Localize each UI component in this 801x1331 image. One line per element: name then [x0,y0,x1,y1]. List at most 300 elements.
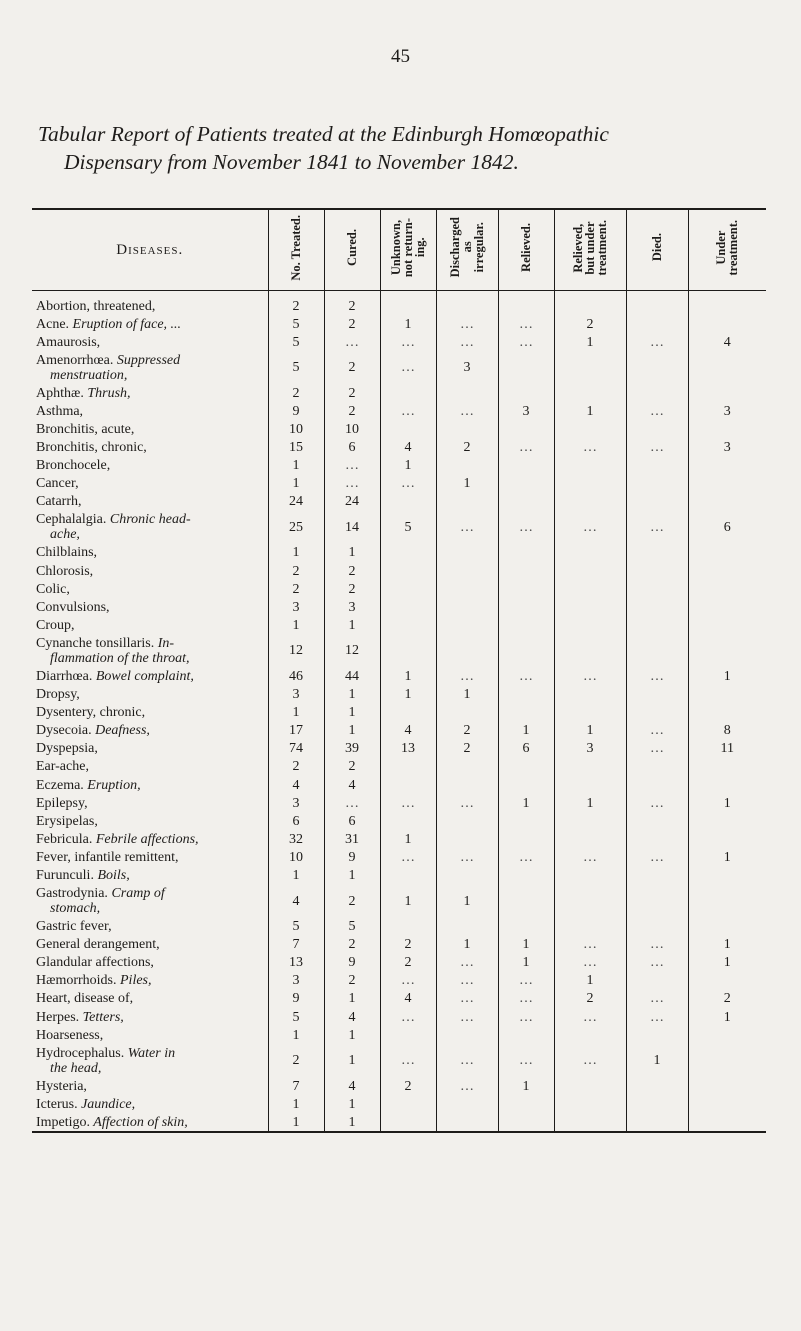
disease-common-name: Affection of skin, [90,1114,188,1130]
cell-unknown: … [380,351,436,384]
table-row [32,667,766,685]
cell-unknown [380,1095,436,1113]
disease-name [32,1044,268,1077]
cell-relieved [498,704,554,722]
cell-under-treatment [688,686,766,704]
cell-cured: 2 [324,315,380,333]
disease-name [32,511,268,544]
cell-discharged [436,918,498,936]
cell-died: … [626,740,688,758]
cell-relieved-under-treatment: 2 [554,990,626,1008]
cell-cured: 2 [324,291,380,316]
cell-relieved [498,562,554,580]
cell-cured: 1 [324,990,380,1008]
table-row [32,972,766,990]
disease-common-name: Bowel complaint, [92,668,194,684]
table-row [32,722,766,740]
cell-under-treatment [688,704,766,722]
cell-died: 1 [626,1044,688,1077]
cell-cured: 4 [324,776,380,794]
disease-name [32,1113,268,1132]
cell-under-treatment: 1 [688,848,766,866]
disease-name [32,333,268,351]
cell-discharged: 1 [436,885,498,918]
disease-label: Ear-ache, [36,759,89,775]
cell-relieved-under-treatment [554,598,626,616]
cell-unknown [380,758,436,776]
cell-died: … [626,722,688,740]
cell-cured: 24 [324,493,380,511]
cell-died [626,830,688,848]
disease-name [32,972,268,990]
cell-relieved-under-treatment: 1 [554,794,626,812]
cell-under-treatment: 1 [688,1008,766,1026]
cell-relieved [498,885,554,918]
cell-under-treatment: 1 [688,667,766,685]
cell-relieved-under-treatment [554,1095,626,1113]
cell-treated: 5 [268,1008,324,1026]
disease-name [32,936,268,954]
cell-died: … [626,936,688,954]
cell-unknown: 1 [380,830,436,848]
cell-unknown: … [380,1008,436,1026]
disease-label: Abortion, threatened, [36,298,156,314]
disease-common-name: Piles, [116,973,152,989]
cell-under-treatment: 1 [688,954,766,972]
cell-relieved-under-treatment [554,885,626,918]
table-row [32,918,766,936]
cell-discharged: 1 [436,936,498,954]
cell-under-treatment [688,812,766,830]
cell-relieved [498,457,554,475]
disease-name [32,776,268,794]
cell-cured: 2 [324,972,380,990]
cell-relieved [498,351,554,384]
cell-relieved-under-treatment [554,562,626,580]
cell-treated: 1 [268,457,324,475]
cell-relieved [498,475,554,493]
cell-relieved [498,493,554,511]
disease-label: Fever, infantile remittent, [36,849,179,865]
table-row [32,351,766,384]
cell-cured: 1 [324,722,380,740]
disease-label: Asthma, [36,403,84,419]
cell-relieved [498,544,554,562]
cell-unknown [380,598,436,616]
cell-unknown: 4 [380,990,436,1008]
cell-relieved-under-treatment [554,493,626,511]
cell-cured: 4 [324,1077,380,1095]
cell-under-treatment [688,866,766,884]
cell-died [626,866,688,884]
table-row [32,686,766,704]
disease-name [32,667,268,685]
disease-label: Icterus. [36,1096,78,1112]
cell-discharged: … [436,954,498,972]
column-header-died: Died. [626,209,688,291]
cell-discharged [436,1113,498,1132]
cell-relieved-under-treatment [554,475,626,493]
table-row [32,866,766,884]
cell-cured: 5 [324,918,380,936]
cell-unknown [380,1113,436,1132]
cell-under-treatment [688,776,766,794]
cell-discharged: … [436,990,498,1008]
cell-relieved-under-treatment [554,686,626,704]
cell-under-treatment [688,1026,766,1044]
cell-unknown [380,384,436,402]
disease-name [32,918,268,936]
cell-relieved: 1 [498,794,554,812]
cell-treated: 46 [268,667,324,685]
cell-cured: 2 [324,402,380,420]
cell-treated: 25 [268,511,324,544]
cell-cured: 1 [324,686,380,704]
disease-common-name: Tetters, [79,1009,124,1025]
disease-name [32,475,268,493]
disease-label: Chlorosis, [36,563,94,579]
cell-cured: 39 [324,740,380,758]
cell-treated: 10 [268,420,324,438]
cell-under-treatment [688,420,766,438]
disease-label: General derangement, [36,937,160,953]
disease-common-name: Thrush, [83,385,131,401]
cell-treated: 17 [268,722,324,740]
cell-died [626,776,688,794]
cell-cured: 10 [324,420,380,438]
table-body [32,291,766,1133]
disease-label: Dropsy, [36,687,80,703]
cell-treated: 24 [268,493,324,511]
cell-under-treatment [688,315,766,333]
cell-treated: 3 [268,972,324,990]
cell-discharged: 2 [436,439,498,457]
cell-relieved: … [498,333,554,351]
disease-label: Gastric fever, [36,919,112,935]
table-row [32,291,766,316]
cell-discharged [436,616,498,634]
disease-name [32,291,268,316]
cell-cured: 6 [324,439,380,457]
cell-died: … [626,794,688,812]
cell-unknown [380,616,436,634]
cell-discharged [436,634,498,667]
cell-unknown: 2 [380,936,436,954]
cell-under-treatment [688,1077,766,1095]
column-header-discharged: Discharged as irregular. [436,209,498,291]
cell-discharged [436,1026,498,1044]
table-row [32,990,766,1008]
cell-under-treatment: 4 [688,333,766,351]
cell-died [626,758,688,776]
cell-cured: … [324,794,380,812]
disease-common-name: Suppressed [113,352,181,368]
cell-discharged: … [436,794,498,812]
cell-relieved [498,866,554,884]
disease-name [32,1077,268,1095]
disease-label: Catarrh, [36,494,82,510]
disease-common-name: Eruption of face, ... [69,316,182,332]
cell-unknown: 1 [380,667,436,685]
cell-under-treatment [688,475,766,493]
table-row [32,848,766,866]
cell-relieved [498,776,554,794]
cell-treated: 3 [268,598,324,616]
cell-treated: 7 [268,936,324,954]
cell-unknown [380,776,436,794]
cell-unknown: … [380,402,436,420]
cell-relieved-under-treatment [554,1026,626,1044]
cell-treated: 1 [268,1095,324,1113]
cell-relieved [498,1113,554,1132]
cell-unknown: … [380,972,436,990]
cell-died [626,1095,688,1113]
cell-under-treatment [688,457,766,475]
cell-died [626,1077,688,1095]
cell-cured: 14 [324,511,380,544]
cell-died [626,1113,688,1132]
cell-discharged [436,830,498,848]
cell-discharged [436,562,498,580]
cell-under-treatment [688,351,766,384]
cell-relieved-under-treatment [554,866,626,884]
table-row [32,315,766,333]
column-header-relieved-under-treatment: Relieved, but under treatment. [554,209,626,291]
cell-unknown: 1 [380,885,436,918]
table-row [32,580,766,598]
cell-discharged: … [436,1044,498,1077]
disease-label: Heart, disease of, [36,991,134,1007]
cell-relieved-under-treatment [554,776,626,794]
cell-died: … [626,1008,688,1026]
cell-discharged: … [436,667,498,685]
disease-name [32,704,268,722]
disease-label: Cancer, [36,476,79,492]
disease-name [32,420,268,438]
disease-name [32,544,268,562]
cell-unknown: … [380,1044,436,1077]
cell-treated: 1 [268,544,324,562]
cell-died: … [626,439,688,457]
disease-label: Impetigo. [36,1114,91,1130]
cell-under-treatment [688,972,766,990]
cell-discharged: … [436,1077,498,1095]
cell-treated: 2 [268,384,324,402]
table-row [32,954,766,972]
disease-common-name: Boils, [93,867,130,883]
cell-died [626,885,688,918]
disease-label: Diarrhœa. [36,668,93,684]
cell-relieved-under-treatment [554,384,626,402]
disease-common-name: Chronic head- [106,512,191,528]
cell-cured: 9 [324,848,380,866]
cell-relieved-under-treatment [554,1113,626,1132]
disease-common-name: Febrile affections, [92,831,199,847]
cell-relieved-under-treatment [554,634,626,667]
cell-discharged: … [436,972,498,990]
table-row [32,1044,766,1077]
disease-common-name-cont: ache, [50,527,80,543]
disease-label: Dyspepsia, [36,741,98,757]
cell-under-treatment [688,384,766,402]
cell-treated: 74 [268,740,324,758]
table-row [32,493,766,511]
cell-relieved-under-treatment: 1 [554,402,626,420]
header-row [32,209,766,291]
table-row [32,562,766,580]
cell-relieved-under-treatment [554,704,626,722]
page-number: 45 [391,46,410,67]
report-title [38,120,778,176]
cell-treated: 6 [268,812,324,830]
disease-label: Amaurosis, [36,334,101,350]
title-line-2: Dispensary from November 1841 to November 1842. [64,150,519,174]
cell-died [626,493,688,511]
disease-common-name: In- [154,635,175,651]
cell-treated: 2 [268,562,324,580]
cell-relieved-under-treatment: … [554,936,626,954]
cell-died [626,616,688,634]
cell-unknown: 1 [380,686,436,704]
cell-discharged: 2 [436,722,498,740]
cell-discharged: … [436,848,498,866]
cell-relieved [498,580,554,598]
cell-discharged [436,758,498,776]
disease-common-name: Cramp of [107,886,165,902]
cell-died [626,812,688,830]
cell-unknown: … [380,794,436,812]
cell-relieved: … [498,972,554,990]
cell-relieved-under-treatment: … [554,848,626,866]
cell-unknown: … [380,848,436,866]
cell-discharged [436,1095,498,1113]
cell-discharged: … [436,402,498,420]
cell-died: … [626,402,688,420]
cell-unknown: … [380,333,436,351]
cell-cured: 2 [324,885,380,918]
table-row [32,1026,766,1044]
cell-died [626,580,688,598]
cell-cured: … [324,457,380,475]
cell-treated: 2 [268,291,324,316]
cell-treated: 5 [268,315,324,333]
cell-discharged [436,866,498,884]
table-row [32,830,766,848]
cell-cured: 1 [324,1113,380,1132]
table-row [32,758,766,776]
cell-relieved: … [498,848,554,866]
cell-cured: 1 [324,544,380,562]
disease-name [32,562,268,580]
table-row [32,598,766,616]
cell-relieved [498,598,554,616]
cell-died [626,562,688,580]
cell-relieved-under-treatment: … [554,667,626,685]
cell-under-treatment [688,830,766,848]
cell-treated: 13 [268,954,324,972]
cell-cured: 2 [324,936,380,954]
disease-label: Colic, [36,581,70,597]
cell-discharged [436,598,498,616]
cell-under-treatment [688,885,766,918]
cell-unknown: 1 [380,457,436,475]
cell-relieved [498,420,554,438]
cell-treated: 3 [268,794,324,812]
disease-common-name: Jaundice, [77,1096,136,1112]
cell-treated: 9 [268,402,324,420]
disease-label: Cephalalgia. [36,512,107,528]
cell-relieved-under-treatment: 1 [554,722,626,740]
cell-relieved: 1 [498,936,554,954]
cell-died [626,704,688,722]
cell-relieved-under-treatment [554,812,626,830]
table-row [32,511,766,544]
cell-relieved-under-treatment [554,1077,626,1095]
cell-cured: 9 [324,954,380,972]
cell-discharged: 1 [436,686,498,704]
cell-discharged [436,812,498,830]
cell-under-treatment [688,1095,766,1113]
cell-under-treatment [688,616,766,634]
cell-under-treatment [688,291,766,316]
disease-label: Dysecoia. [36,723,92,739]
cell-under-treatment: 1 [688,936,766,954]
disease-name [32,351,268,384]
column-header-relieved: Relieved. [498,209,554,291]
disease-label: Amenorrhœa. [36,352,114,368]
disease-name [32,794,268,812]
disease-label: Chilblains, [36,545,98,561]
cell-relieved [498,812,554,830]
cell-relieved [498,384,554,402]
disease-label: Acne. [36,316,70,332]
cell-cured: 2 [324,758,380,776]
cell-relieved-under-treatment [554,544,626,562]
cell-under-treatment [688,918,766,936]
disease-label: Dysentery, chronic, [36,705,146,721]
cell-died [626,544,688,562]
cell-cured: 1 [324,704,380,722]
cell-cured: … [324,333,380,351]
cell-relieved: … [498,439,554,457]
cell-under-treatment: 8 [688,722,766,740]
table-row [32,704,766,722]
cell-died [626,351,688,384]
cell-discharged [436,384,498,402]
disease-name [32,1095,268,1113]
disease-name [32,740,268,758]
cell-died [626,1026,688,1044]
cell-unknown: 5 [380,511,436,544]
cell-relieved: … [498,315,554,333]
cell-discharged: … [436,333,498,351]
cell-relieved-under-treatment [554,918,626,936]
cell-discharged: … [436,511,498,544]
table-row [32,1008,766,1026]
table-row [32,402,766,420]
cell-treated: 12 [268,634,324,667]
table-row [32,794,766,812]
cell-cured: 3 [324,598,380,616]
title-line-1: Tabular Report of Patients treated at the Edinburgh Homœopathic [38,122,609,146]
disease-common-name: Water in [124,1045,176,1061]
cell-unknown [380,291,436,316]
cell-under-treatment [688,544,766,562]
report-table-container [32,208,766,1133]
disease-name [32,758,268,776]
disease-label: Febricula. [36,831,93,847]
cell-cured: 2 [324,351,380,384]
